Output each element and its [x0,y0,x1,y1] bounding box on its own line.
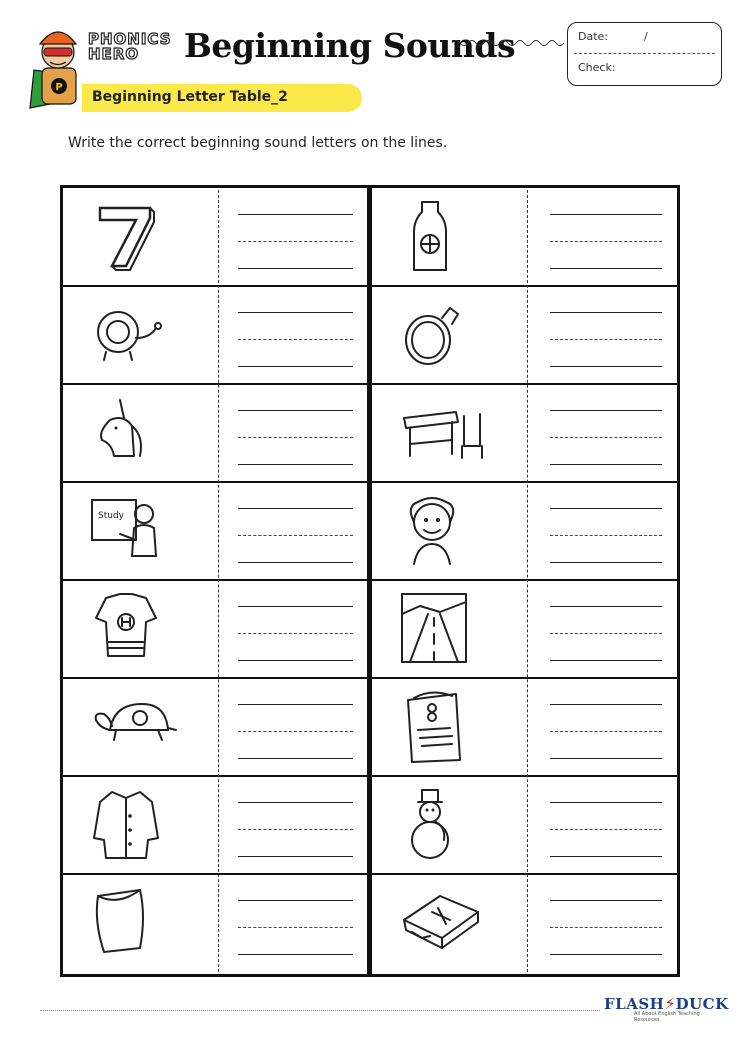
writing-line [238,954,353,955]
writing-guide-line [550,633,662,634]
date-check-box [567,22,722,86]
writing-line [550,758,662,759]
writing-line [550,954,662,955]
lion-icon [90,298,178,374]
writing-line [550,606,662,607]
flashduck-logo [604,994,729,1026]
subtitle-text: Beginning Letter Table_2 [92,89,288,105]
writing-line [238,562,353,563]
turtle-icon [90,690,178,766]
writing-line [238,410,353,411]
writing-line [550,900,662,901]
ring-icon [400,298,488,374]
writing-guide-line [550,829,662,830]
writing-guide-line [238,339,353,340]
writing-guide-line [238,633,353,634]
row-divider [63,677,677,679]
svg-text:Study: Study [98,511,124,521]
writing-line [238,214,353,215]
column-dashed-divider [218,190,219,972]
money-box-icon [400,886,488,962]
instruction-text: Write the correct beginning sound letters on the lines. [68,135,448,151]
writing-line [550,268,662,269]
logo-text-duck: DUCK [675,995,729,1013]
writing-line [238,758,353,759]
writing-line [238,900,353,901]
snowman-icon [400,788,488,864]
writing-guide-line [238,535,353,536]
writing-line [238,606,353,607]
column-divider [367,185,372,977]
desk-and-chair-icon [400,396,488,472]
check-label: Check: [578,61,616,74]
writing-line [550,312,662,313]
unicorn-icon [90,396,178,472]
writing-line [550,802,662,803]
row-divider [63,873,677,875]
writing-line [238,464,353,465]
writing-line [550,508,662,509]
footer-dotted-line [40,1010,600,1011]
writing-line [550,704,662,705]
writing-line [550,410,662,411]
writing-line [550,562,662,563]
coat-icon [90,788,178,864]
bag-icon [90,886,178,962]
writing-line [238,704,353,705]
brand-line-1: PHONICS [88,30,172,48]
girl-icon [400,494,488,570]
brand-line-2: HERO [88,45,140,63]
writing-line [238,312,353,313]
date-divider [574,53,715,54]
writing-guide-line [550,339,662,340]
row-divider [63,481,677,483]
writing-line [550,856,662,857]
number-seven-icon [90,200,178,276]
writing-line [550,464,662,465]
yogurt-bottle-icon [400,200,488,276]
writing-guide-line [238,437,353,438]
date-label: Date: [578,30,608,43]
writing-line [550,366,662,367]
writing-guide-line [238,927,353,928]
writing-guide-line [238,241,353,242]
bolt-icon: ⚡ [664,994,676,1013]
writing-guide-line [550,241,662,242]
writing-line [238,856,353,857]
writing-guide-line [550,927,662,928]
writing-guide-line [238,829,353,830]
brand-logo [88,32,180,72]
column-dashed-divider [527,190,528,972]
row-divider [63,285,677,287]
writing-line [238,802,353,803]
date-separator: / [644,30,648,43]
logo-tagline: All About English Teaching Resources [634,1011,700,1023]
row-divider [63,579,677,581]
calendar-icon [400,690,488,766]
jersey-icon [90,592,178,668]
svg-text:P: P [55,82,63,93]
writing-guide-line [550,535,662,536]
decorative-wave-line [452,36,568,50]
writing-line [238,366,353,367]
writing-line [238,660,353,661]
phonics-hero-mascot-icon [28,22,88,118]
writing-line [550,214,662,215]
teacher-icon [90,494,178,570]
page-title: Beginning Sounds [184,26,516,65]
writing-guide-line [550,437,662,438]
subtitle-banner [82,84,362,112]
row-divider [63,775,677,777]
writing-line [238,508,353,509]
row-divider [63,383,677,385]
writing-guide-line [550,731,662,732]
logo-text-flash: FLASH [604,995,665,1013]
writing-guide-line [238,731,353,732]
writing-line [238,268,353,269]
writing-line [550,660,662,661]
road-icon [400,592,488,668]
